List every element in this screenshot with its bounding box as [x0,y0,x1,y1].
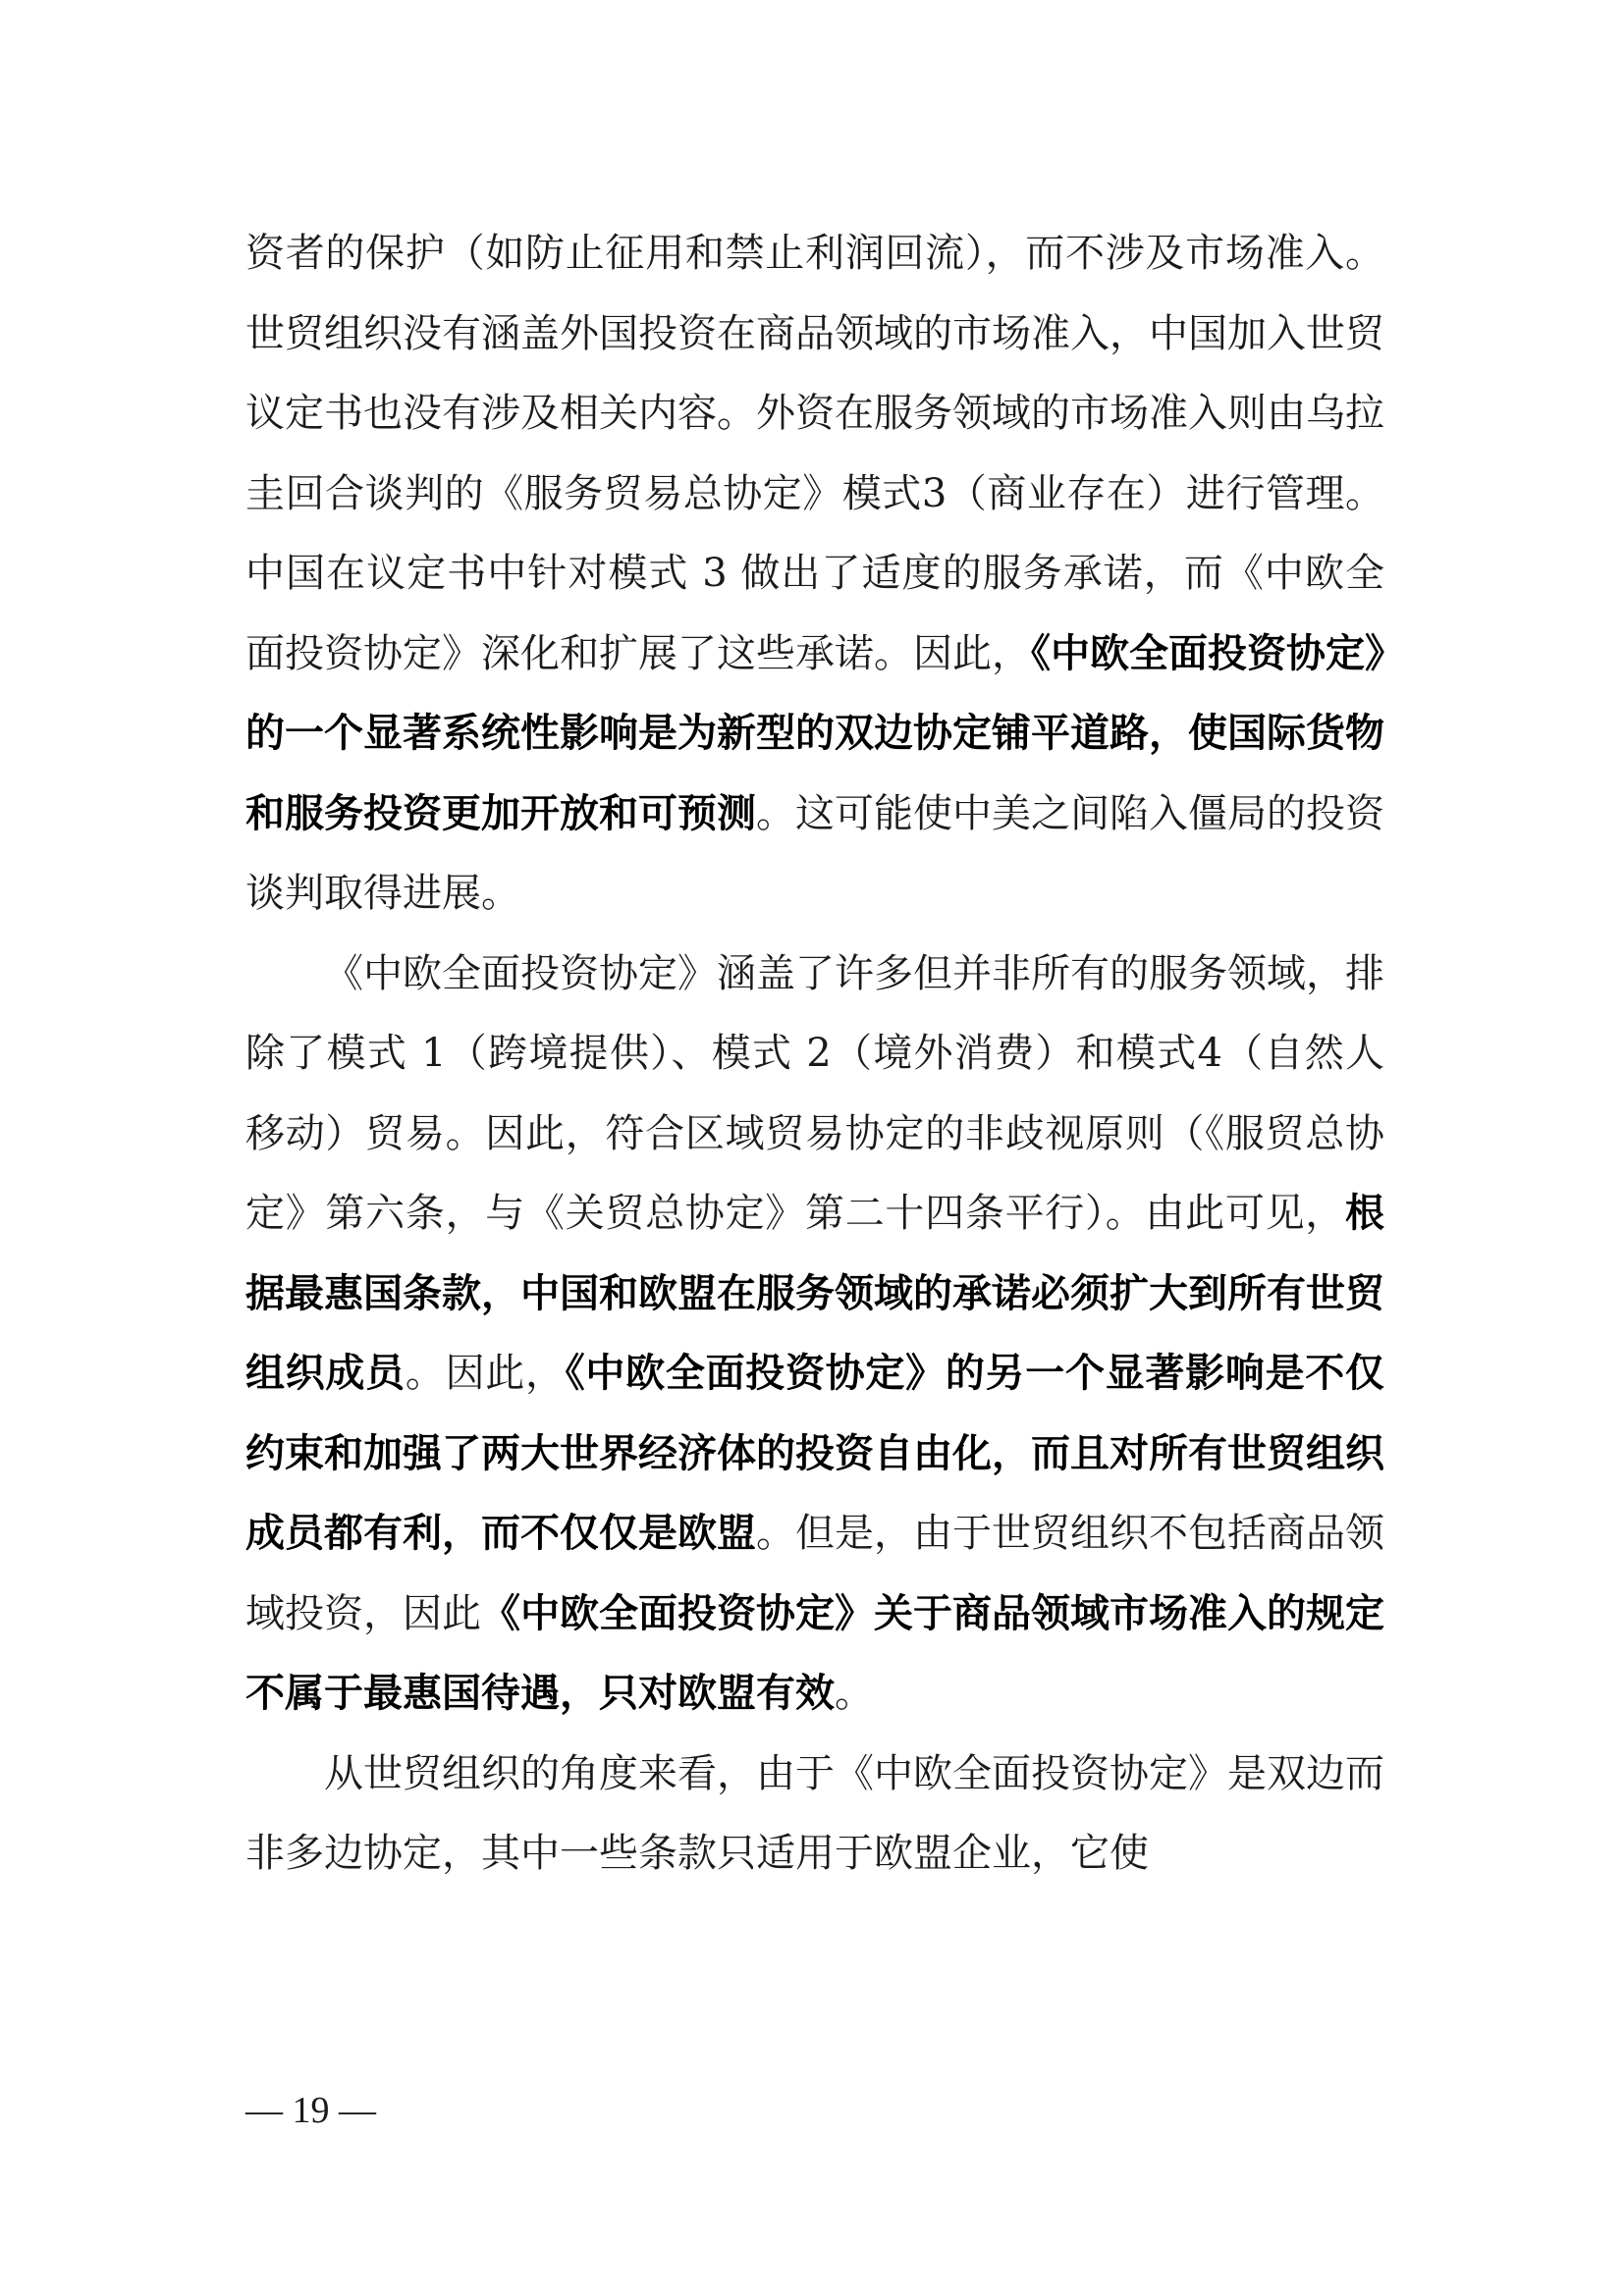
text-run: 。 [835,1671,874,1716]
paragraph-2 [245,934,1384,1735]
bold-text-run: 《中欧全面投资协定》的另一个显著影响是不仅约束和加强了两大世界经济体的投资自由化，而且对所有世贸组织成员都有利，而不仅仅是欧盟 [245,1351,1385,1556]
text-run: 。因此， [405,1351,566,1396]
bold-text-run: 根据最惠国条款，中国和欧盟在服务领域的承诺必须扩大到所有世贸组织成员 [245,1191,1384,1396]
bold-text-run: 《中欧全面投资协定》的一个显著系统性影响是为新型的双边协定铺平道路，使国际货物和服务投资更加开放和可预测 [245,630,1384,836]
paragraph-1 [245,214,1384,934]
page-number: — 19 — [245,2090,376,2131]
text-run: 。但是，由于世贸组织不包括商品领域投资，因此 [245,1511,1384,1636]
paragraph-3 [245,1735,1384,1895]
text-run: 资者的保护（如防止征用和禁止利润回流），而不涉及市场准入。世贸组织没有涵盖外国投资在商品领域的市场准入，中国加入世贸议定书也没有涉及相关内容。外资在服务领域的市场准入则由乌拉圭回合谈判的《服务贸易总协定》模式3（商业存在）进行管理。中国在议定书中针对模式 3 做出了适度的服务承诺，而《中欧全面投资协定》深化和扩展了这些承诺。因此， [245,231,1384,676]
bold-text-run: 《中欧全面投资协定》关于商品领域市场准入的规定不属于最惠国待遇，只对欧盟有效 [245,1590,1384,1716]
text-run: 《中欧全面投资协定》涵盖了许多但并非所有的服务领域，排除了模式 1（跨境提供）、模式 2（境外消费）和模式4（自然人移动）贸易。因此，符合区域贸易协定的非歧视原则（《服贸总协定》第六条，与《关贸总协定》第二十四条平行）。由此可见， [245,950,1384,1236]
text-run: 。这可能使中美之间陷入僵局的投资谈判取得进展。 [245,790,1384,916]
document-body [245,214,1384,1895]
text-run: 从世贸组织的角度来看，由于《中欧全面投资协定》是双边而非多边协定，其中一些条款只适用于欧盟企业，它使 [245,1750,1384,1876]
